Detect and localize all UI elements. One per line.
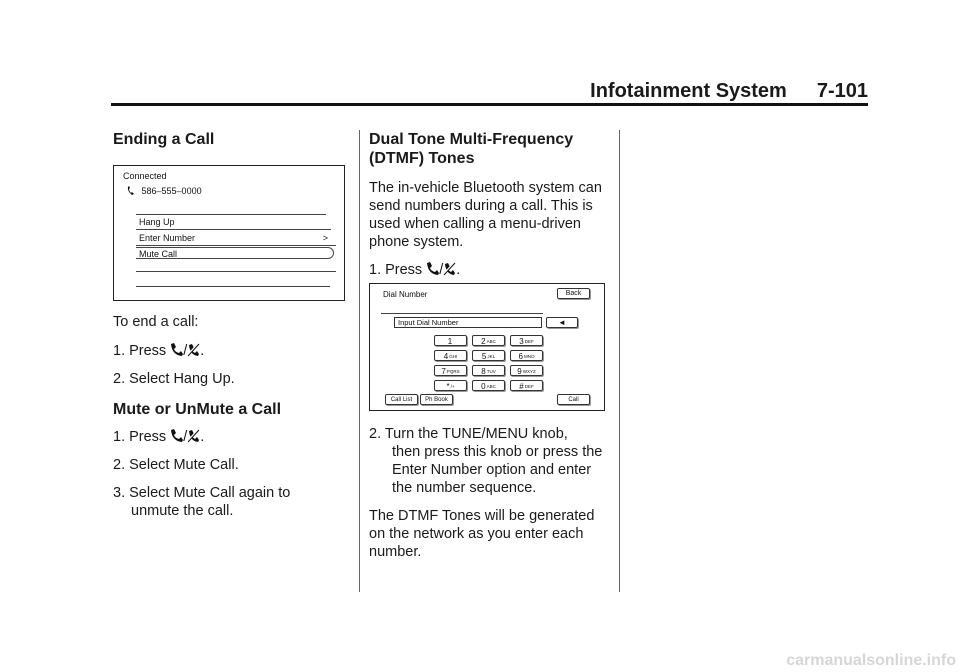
key-main: 0 [481, 382, 486, 391]
connected-label: Connected [123, 171, 167, 181]
phone-icon [170, 429, 183, 443]
key-main: 7 [441, 367, 446, 376]
key-main: 3 [519, 337, 524, 346]
end-call-intro: To end a call: [113, 314, 199, 330]
phone-book-button[interactable]: Ph Book [420, 394, 453, 405]
input-divider [381, 313, 543, 314]
dtmf-para-line: send numbers during a call. This is [369, 198, 593, 214]
key-7[interactable] [434, 365, 467, 376]
dtmf-note-line: number. [369, 544, 422, 560]
mute-phone-icon [187, 343, 200, 357]
key-sub: JKL [487, 354, 496, 359]
key-main: 5 [481, 352, 487, 361]
dtmf-para-line: phone system. [369, 234, 464, 250]
right-column [369, 130, 614, 279]
menu-item-label: Mute Call [139, 249, 178, 259]
call-screen-figure [113, 165, 345, 301]
key-main: 9 [517, 367, 522, 376]
end-call-step-1 [113, 342, 353, 360]
key-3[interactable] [510, 335, 543, 346]
mute-step-3-line-2: unmute the call. [131, 503, 234, 519]
menu-item-label: Hang Up [139, 217, 175, 227]
dial-number-title: Dial Number [383, 290, 428, 299]
menu-divider [136, 245, 336, 246]
key-star[interactable] [434, 380, 467, 391]
menu-item-label: Enter Number [139, 233, 196, 243]
key-8[interactable] [472, 365, 505, 376]
key-sub: MNO [523, 354, 535, 359]
step-text: 1. Press [369, 262, 423, 278]
heading-mute-unmute: Mute or UnMute a Call [113, 401, 282, 418]
key-main: * [446, 382, 450, 391]
mute-phone-icon [187, 429, 200, 443]
key-4[interactable] [434, 350, 467, 361]
key-sub: ABC [486, 384, 496, 389]
mute-step-3-line-1: 3. Select Mute Call again to [113, 485, 291, 501]
menu-item-enter-number[interactable] [136, 232, 334, 244]
key-main: 8 [481, 367, 486, 376]
dtmf-step-2-line: Enter Number option and enter [392, 462, 592, 478]
key-sub: DEF [524, 339, 534, 344]
section-title: Infotainment System [590, 80, 787, 102]
key-5[interactable] [472, 350, 505, 361]
key-sub: PQRS [446, 369, 460, 374]
call-list-button[interactable]: Call List [385, 394, 418, 405]
column-divider-1 [359, 130, 360, 592]
period: . [456, 262, 461, 278]
column-divider-2 [619, 130, 620, 592]
dtmf-para-line: used when calling a menu-driven [369, 216, 581, 232]
dtmf-para-line: The in-vehicle Bluetooth system can [369, 180, 602, 196]
period: . [200, 429, 205, 445]
key-sub: ABC [486, 339, 496, 344]
phone-icon [426, 262, 439, 276]
slash-separator: / [183, 429, 188, 445]
key-sub: GHI [449, 354, 458, 359]
menu-divider [136, 229, 331, 230]
menu-item-mute-call[interactable] [136, 247, 334, 259]
connected-number: 586–555–0000 [141, 186, 202, 196]
key-2[interactable] [472, 335, 505, 346]
page-header [590, 80, 868, 103]
menu-divider [136, 271, 336, 272]
dtmf-step-2-line: then press this knob or press the [392, 444, 603, 460]
slash-separator: / [183, 343, 188, 359]
mute-phone-icon [443, 262, 456, 276]
heading-ending-a-call: Ending a Call [113, 131, 215, 148]
step-text: 1. Press [113, 429, 167, 445]
key-sub: DEF [524, 384, 534, 389]
slash-separator: / [439, 262, 444, 278]
key-sub: /+ [450, 384, 455, 389]
key-sub: TUV [486, 369, 496, 374]
right-column-body [369, 425, 614, 561]
key-main: 2 [481, 337, 486, 346]
key-hash[interactable] [510, 380, 543, 391]
step-text: 1. Press [113, 343, 167, 359]
menu-divider [136, 214, 326, 215]
header-rule [111, 103, 868, 106]
key-sub: WXYZ [522, 369, 536, 374]
key-main: # [519, 382, 524, 391]
dtmf-step-1 [369, 261, 614, 279]
dtmf-step-2-line: the number sequence. [392, 480, 537, 496]
call-button[interactable]: Call [557, 394, 590, 405]
dial-number-input[interactable]: Input Dial Number [394, 317, 542, 328]
watermark: carmanualsonline.info [786, 652, 956, 669]
dtmf-step-2-line: 2. Turn the TUNE/MENU knob, [369, 426, 568, 442]
heading-dtmf-line-2: (DTMF) Tones [369, 150, 475, 167]
key-main: 6 [518, 352, 523, 361]
dtmf-note-line: The DTMF Tones will be generated [369, 508, 595, 524]
heading-dtmf-line-1: Dual Tone Multi-Frequency [369, 131, 574, 148]
key-9[interactable] [510, 365, 543, 376]
key-main: 1 [447, 337, 453, 346]
phone-number-row [127, 186, 202, 196]
key-1[interactable] [434, 335, 467, 346]
backspace-button[interactable]: ◄ [546, 317, 578, 328]
key-0[interactable] [472, 380, 505, 391]
phone-icon [170, 343, 183, 357]
mute-step-2: 2. Select Mute Call. [113, 457, 239, 473]
period: . [200, 343, 205, 359]
end-call-step-2: 2. Select Hang Up. [113, 371, 235, 387]
left-column-body [113, 313, 353, 520]
key-6[interactable] [510, 350, 543, 361]
dial-number-screen-figure [369, 283, 605, 411]
chevron-right-icon: > [322, 233, 328, 243]
left-column [113, 130, 349, 149]
menu-divider [136, 286, 330, 287]
dtmf-note-line: on the network as you enter each [369, 526, 584, 542]
menu-item-hang-up[interactable] [136, 216, 330, 228]
page-number: 7-101 [816, 80, 868, 102]
handset-icon [127, 186, 139, 196]
key-main: 4 [443, 352, 449, 361]
back-button[interactable]: Back [557, 288, 590, 299]
mute-step-1 [113, 428, 353, 446]
